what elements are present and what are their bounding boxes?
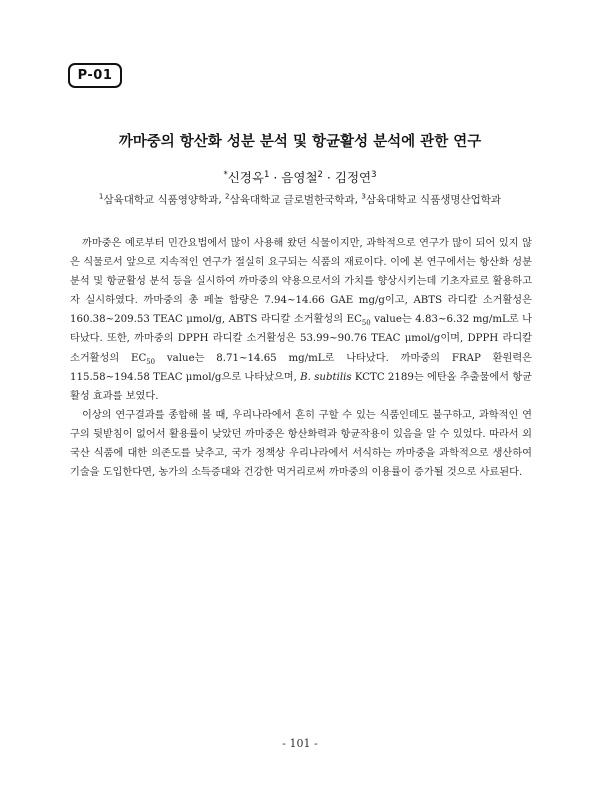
author-3-affil-mark: 3 (371, 169, 377, 180)
author-3-name: 김정연 (334, 170, 372, 185)
author-separator-2: · (322, 170, 335, 185)
author-1-name: 신경옥 (227, 170, 264, 185)
corresponding-author-mark: * (223, 169, 228, 180)
author-1-affil-mark: 1 (263, 169, 270, 180)
affil-2-mark: 2 (225, 191, 230, 201)
author-2-affil-mark: 2 (317, 169, 323, 180)
abstract-p1-part-d: KCTC 2189는 에탄올 추출물에서 항균 활성 효과를 보였다. (70, 371, 533, 402)
affil-1-mark: 1 (98, 191, 104, 201)
ec50-subscript-1: 50 (361, 319, 371, 328)
abstract-p1-part-b: value는 4.83~6.32 mg/mL로 나타났다. 또한, 까마중의 DPPH 라디칼 소거활성은 53.99~90.76 TEAC μmol/g이며, DPPH 라디칼 소거활성의 EC (70, 314, 532, 364)
affil-3-text: 삼육대학교 식품생명산업학과 (365, 194, 502, 206)
author-separator-1: · (269, 170, 282, 185)
affil-3-mark: 3 (361, 191, 366, 201)
abstract-paragraph-1 (70, 234, 532, 406)
author-line (0, 168, 600, 186)
species-name: B. subtilis (300, 371, 352, 383)
poster-code: P-01 (77, 68, 113, 83)
affiliation-line (0, 192, 600, 207)
affil-1-text: 삼육대학교 식품영양학과, (103, 194, 226, 206)
author-2-name: 음영철 (281, 170, 318, 185)
page-number: - 101 - (282, 737, 318, 750)
abstract-p1-part-a: 까마중은 예로부터 민간요법에서 많이 사용해 왔던 식물이지만, 과학적으로 연구가 많이 되어 있지 않은 식물로서 앞으로 지속적인 연구가 절실히 요구되는 식품의 재료이다. 이에 본 연구에서는 항산화 성분 분석 및 항균활성 분석 등을 실시하여 까마중의 약용으로서의 가치를 향상시키는데 기초자료로 활용하고자 실시하였다. 까마중의 총 페놀 함량은 7.94~14.66 GAE mg/g이고, ABTS 라디칼 소거활성은 160.38~209.53 TEAC μmol/g, ABTS 라디칼 소거활성의 EC (70, 238, 532, 326)
abstract-p1-part-c: value는 8.71~14.65 mg/mL로 나타났다. 까마중의 FRAP 환원력은 115.58~194.58 TEAC μmol/g으로 나타났으며, (70, 352, 532, 383)
poster-code-badge (68, 63, 122, 88)
paper-title: 까마중의 항산화 성분 분석 및 항균활성 분석에 관한 연구 (118, 134, 482, 150)
abstract-body (70, 234, 532, 482)
ec50-subscript-2: 50 (146, 357, 156, 366)
abstract-paragraph-2: 이상의 연구결과를 종합해 볼 때, 우리나라에서 흔히 구할 수 있는 식품인데도 불구하고, 과학적인 연구의 뒷받침이 없어서 활용률이 낮았던 까마중은 항산화력과 항균작용이 있음을 알 수 있었다. 따라서 외국산 식품에 대한 의존도를 낮추고, 국가 정책상 우리나라에서 서식하는 까마중을 과학적으로 생산하여 기술을 도입한다면, 농가의 소득증대와 건강한 먹거리로써 까마중의 이용률이 증가될 것으로 사료된다. (70, 409, 532, 479)
affil-2-text: 삼육대학교 글로벌한국학과, (229, 194, 362, 206)
